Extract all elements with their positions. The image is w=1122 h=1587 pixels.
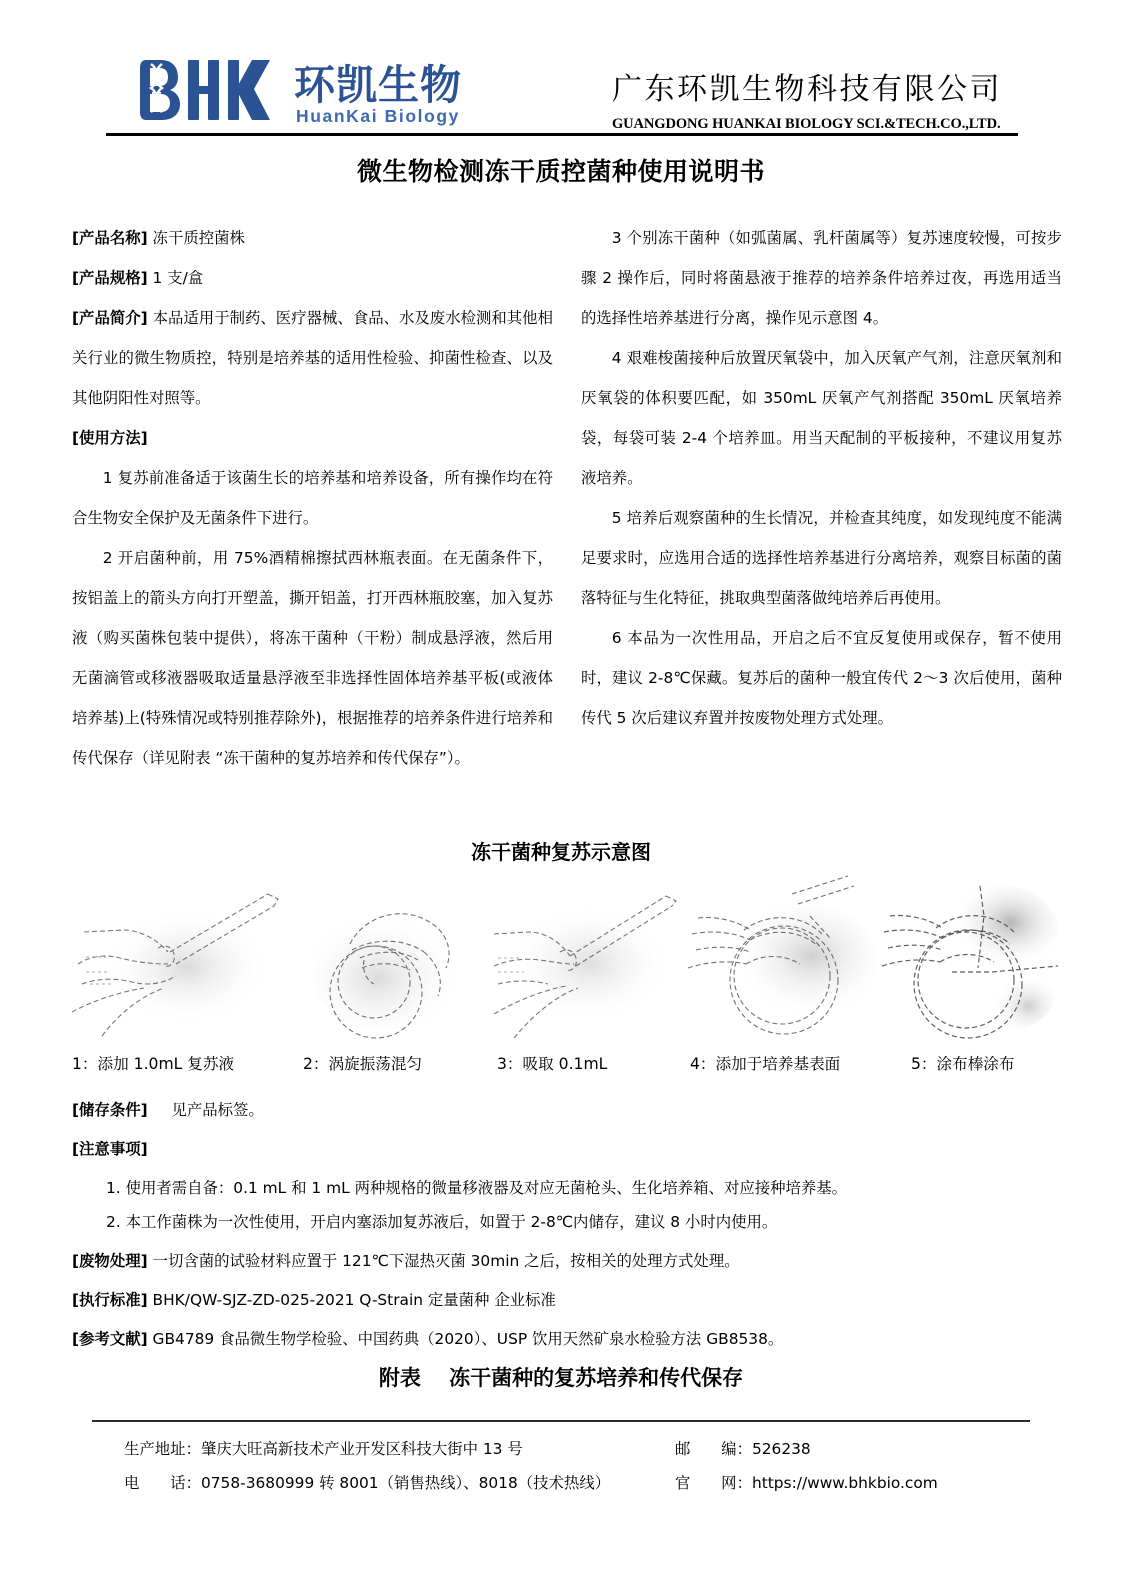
company-name-block (612, 64, 1002, 133)
footer-web-cell[interactable] (675, 1466, 1015, 1500)
figure-vortex-mixing (304, 872, 494, 1044)
footer-zip-cell (675, 1432, 1015, 1466)
figure-caption-4: 4：添加于培养基表面 (690, 1055, 841, 1073)
figure-caption-1: 1：添加 1.0mL 复苏液 (72, 1055, 235, 1073)
reference-row (72, 1322, 1062, 1356)
address-value: 肇庆大旺高新技术产业开发区科技大街中 13 号 (200, 1440, 523, 1458)
usage-step-4: 4 艰难梭菌接种后放置厌氧袋中，加入厌氧产气剂，注意厌氧剂和厌氧袋的体积要匹配，如 350mL 厌氧产气剂搭配 350mL 厌氧培养袋，每袋可装 2-4 个培养皿。用当天配制的平板接种，不建议用复苏液培养。 (581, 349, 1062, 487)
logo-chinese-name: 环凯生物 (294, 60, 462, 109)
waste-value: 一切含菌的试验材料应置于 121℃下湿热灭菌 30min 之后，按相关的处理方式处理。 (152, 1252, 740, 1270)
figure-add-to-medium (684, 872, 880, 1044)
zip-label: 邮 编： (675, 1440, 752, 1458)
product-intro-label: [产品简介] (72, 309, 148, 327)
logo-english-name: HuanKai Biology (296, 106, 461, 126)
standard-row (72, 1283, 1062, 1317)
document-title: 微生物检测冻干质控菌种使用说明书 (356, 157, 765, 186)
usage-step-5: 5 培养后观察菌种的生长情况，并检查其纯度，如发现纯度不能满足要求时，应选用合适的选择性培养基进行分离培养，观察目标菌的菌落特征与生化特征，挑取典型菌落做纯培养后再使用。 (581, 509, 1062, 607)
annex-title: 附表 冻干菌种的复苏培养和传代保存 (378, 1366, 744, 1390)
waste-label: [废物处理] (72, 1252, 148, 1270)
zip-value: 526238 (751, 1440, 811, 1458)
waste-row (72, 1244, 1062, 1278)
footer-address-cell (92, 1432, 675, 1466)
notice-item-2: 2. 本工作菌株为一次性使用，开启内塞添加复苏液后，如置于 2-8℃内储存，建议 8 小时内使用。 (106, 1213, 778, 1231)
phone-label: 电 话： (124, 1474, 201, 1492)
page-footer (92, 1432, 1030, 1500)
body-columns (72, 218, 1062, 778)
usage-label: [使用方法] (72, 429, 148, 447)
product-spec-row (72, 258, 553, 298)
product-name-label: [产品名称] (72, 229, 148, 247)
figure-aspirate (494, 872, 684, 1044)
usage-step-6: 6 本品为一次性用品，开启之后不宜反复使用或保存，暂不使用时，建议 2-8℃保藏。复苏后的菌种一般宜传代 2～3 次后使用，菌种传代 5 次后建议弃置并按废物处理方式处理。 (581, 629, 1062, 727)
standard-label: [执行标准] (72, 1291, 148, 1309)
bhk-dna-logo-icon (140, 58, 292, 127)
footer-divider (92, 1420, 1030, 1422)
figure-caption-3: 3：吸取 0.1mL (497, 1055, 608, 1073)
notice-label: [注意事项] (72, 1140, 148, 1158)
usage-step-3: 3 个别冻干菌种（如弧菌属、乳杆菌属等）复苏速度较慢，可按步骤 2 操作后，同时将菌悬液于推荐的培养条件培养过夜，再选用适当的选择性培养基进行分离，操作见示意图 4。 (581, 229, 1062, 327)
diagram-title: 冻干菌种复苏示意图 (471, 840, 651, 864)
notice-item-1: 1. 使用者需自备：0.1 mL 和 1 mL 两种规格的微量移液器及对应无菌枪头、生化培养箱、对应接种培养基。 (106, 1179, 848, 1197)
company-logo (140, 58, 462, 127)
storage-label: [储存条件] (72, 1101, 148, 1119)
company-name-cn: 广东环凯生物科技有限公司 (612, 72, 1002, 107)
footer-row-address (92, 1432, 1030, 1466)
figure-spread-with-rod (880, 872, 1062, 1044)
page-header (0, 0, 1122, 146)
header-divider (106, 133, 1018, 136)
product-intro-value: 本品适用于制药、医疗器械、食品、水及废水检测和其他相关行业的微生物质控，特别是培养基的适用性检验、抑菌性检查、以及其他阴阳性对照等。 (72, 309, 553, 407)
right-column (581, 218, 1062, 778)
standard-value: BHK/QW-SJZ-ZD-025-2021 Q-Strain 定量菌种 企业标准 (152, 1291, 556, 1309)
web-label: 官 网： (675, 1474, 752, 1492)
usage-heading (72, 418, 553, 458)
reference-value: GB4789 食品微生物学检验、中国药典（2020）、USP 饮用天然矿泉水检验方法 GB8538。 (152, 1330, 784, 1348)
product-spec-label: [产品规格] (72, 269, 148, 287)
bottom-sections (72, 1093, 1062, 1356)
notice-heading (72, 1132, 1062, 1166)
product-spec-value: 1 支/盒 (152, 269, 204, 287)
address-label: 生产地址： (124, 1440, 201, 1458)
web-value[interactable]: https://www.bhkbio.com (751, 1474, 938, 1492)
usage-step-1: 1 复苏前准备适于该菌生长的培养基和培养设备，所有操作均在符合生物安全保护及无菌条件下进行。 (72, 469, 553, 527)
product-name-row (72, 218, 553, 258)
storage-value: 见产品标签。 (171, 1101, 264, 1119)
reference-label: [参考文献] (72, 1330, 148, 1348)
company-name-en: GUANGDONG HUANKAI BIOLOGY SCI.&TECH.CO.,LTD. (612, 116, 1001, 132)
phone-value: 0758-3680999 转 8001（销售热线）、8018（技术热线） (200, 1474, 611, 1492)
figure-caption-2: 2：涡旋振荡混匀 (303, 1055, 423, 1073)
storage-row (72, 1093, 1062, 1127)
usage-step-2: 2 开启菌种前，用 75%酒精棉擦拭西林瓶表面。在无菌条件下，按铝盖上的箭头方向打开塑盖，撕开铝盖，打开西林瓶胶塞，加入复苏液（购买菌株包装中提供），将冻干菌种（干粉）制成悬浮液，然后用无菌滴管或移液器吸取适量悬浮液至非选择性固体培养基平板(或液体培养基)上(特殊情况或特别推荐除外)，根据推荐的培养条件进行培养和传代保存（详见附表 “冻干菌种的复苏培养和传代保存”）。 (72, 549, 553, 767)
figure-add-reviving-fluid (72, 872, 304, 1044)
left-column (72, 218, 553, 778)
product-name-value: 冻干质控菌株 (152, 229, 245, 247)
diagram-figures (72, 872, 1062, 1044)
figure-captions (72, 1052, 1062, 1078)
product-intro-row (72, 298, 553, 418)
footer-row-contact (92, 1466, 1030, 1500)
footer-phone-cell (92, 1466, 675, 1500)
figure-caption-5: 5：涂布棒涂布 (911, 1055, 1015, 1073)
